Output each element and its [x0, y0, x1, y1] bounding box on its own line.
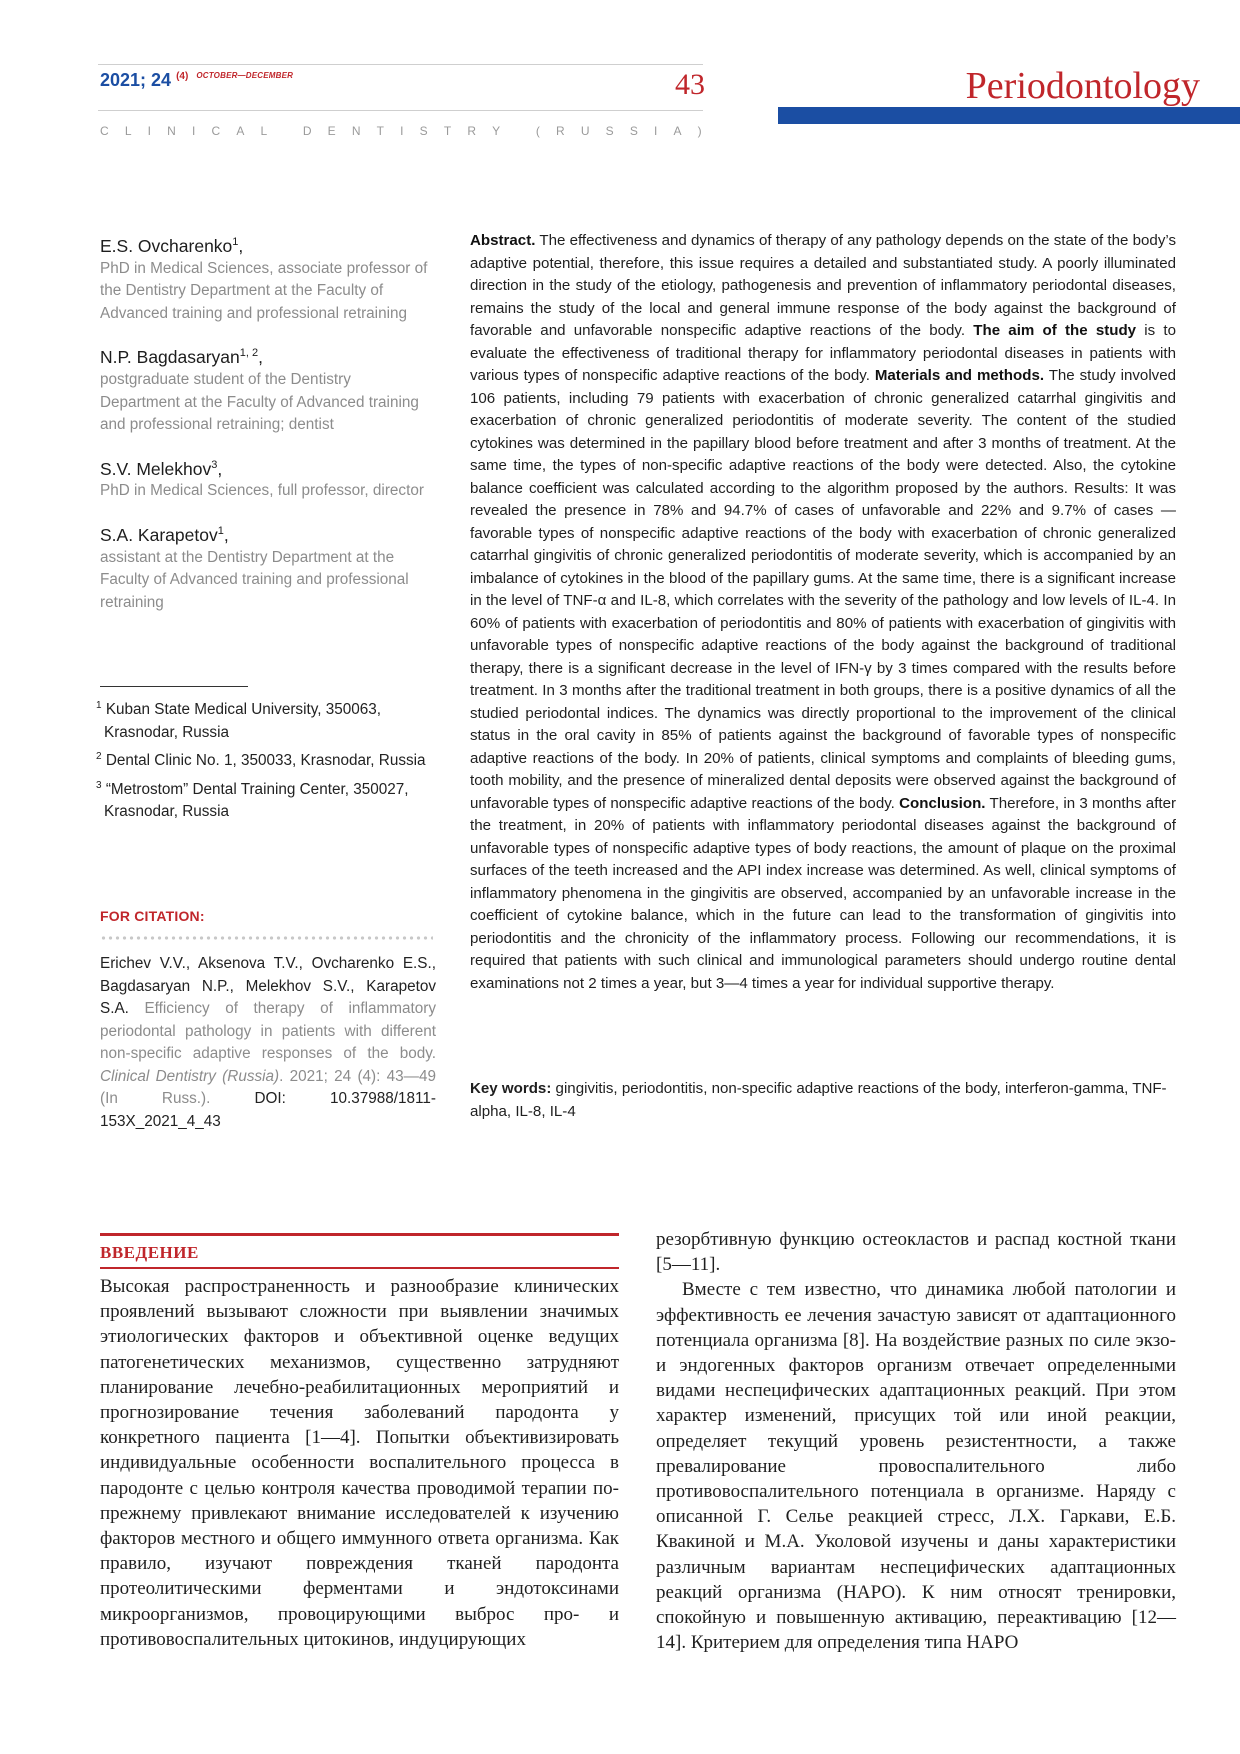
page-number: 43 [675, 68, 705, 101]
affiliations-rule [100, 686, 248, 687]
journal-letter: C [100, 124, 109, 138]
affiliation-marker: 3 [96, 779, 102, 791]
author-affiliation-marker: 3 [211, 458, 218, 471]
keywords-text: gingivitis, periodontitis, non-specific adaptive reactions of the body, interferon-gamma, TNF-alpha, IL-8, IL-4 [470, 1080, 1167, 1120]
journal-letter: I [654, 124, 658, 138]
journal-letter [283, 124, 286, 138]
citation-title-text: Efficiency of therapy of inflammatory periodontal pathology in patients with different non-specific adaptive responses of the body. [100, 1000, 436, 1062]
header-rule-top [98, 64, 703, 65]
journal-letter: U [580, 124, 590, 138]
abstract [470, 230, 1176, 995]
affiliation-item [96, 695, 436, 744]
abstract-text-1: The effectiveness and dynamics of therapy of any pathology depends on the state of the body’s adaptive potential, therefore, this issue requires a detailed and substantiated study. A poorly illuminated direction in the study of the etiology, pathogenesis and prevention of inflammatory periodontal diseases, remains the study of the local and general immune response of the body against the background of favorable and unfavorable nonspecific adaptive reactions of the body. [470, 232, 1176, 339]
body-column-right [656, 1227, 1176, 1655]
journal-letter: N [351, 124, 361, 138]
journal-letter: ( [535, 124, 540, 138]
journal-letter: T [376, 124, 385, 138]
affiliation-item [96, 775, 436, 824]
journal-letter: R [556, 124, 565, 138]
issue-months: OCTOBER—DECEMBER [196, 71, 294, 80]
author-affiliation-marker: 1 [217, 524, 224, 537]
abstract-label: Abstract. [470, 232, 536, 249]
abstract-text-3: The study involved 106 patients, including 79 patients with exacerbation of chronic generalized catarrhal gingivitis and exacerbation of chronic generalized periodontitis of moderate severity. The content of the studied cytokines was determined in the papillary blood before treatment and after 3 months of treatment. At the same time, the types of non-specific adaptive reactions of the body were detected. Also, the cytokine balance coefficient was calculated according to the algorithm proposed by the authors. Results: It was revealed the presence in 78% and 94.7% of cases of unfavorable and 22% and 9.7% of cases — favorable types of nonspecific adaptive reactions of the body with exacerbation of chronic generalized catarrhal gingivitis of chronic generalized periodontitis of moderate severity, which is accompanied by an imbalance of cytokines in the blood of the papillary gums. At the same time, there is a significant increase in the level of TNF-α and IL-8, which correlates with the severity of the pathology and low levels of IL-4. In 60% of patients with exacerbation of periodontitis and 80% of patients with exacerbation of gingivitis with unfavorable types of nonspecific adaptive reactions of the body against the background of traditional therapy, there is a significant decrease in the level of IFN-γ by 3 times compared with the results before treatment. In 3 months after the traditional treatment in both groups, there is a positive dynamics of all the studied periodontal indices. The dynamics was directly proportional to the improvement of the clinical status in the oral cavity in 85% of patients against the background of favorable types of nonspecific adaptive reactions of the body. In 20% of patients, clinical symptoms and complaints of bleeding gums, tooth mobility, and the presence of mineralized dental deposits were observed against the background of unfavorable types of nonspecific adaptive reactions of the body. [470, 367, 1177, 812]
journal-letter: A [236, 124, 245, 138]
issue-year-volume: 2021; 24 [100, 70, 172, 90]
journal-name [100, 124, 702, 138]
author-affiliation-marker: 1 [232, 236, 239, 248]
section-bar [778, 107, 1240, 124]
citation-authors: Erichev V.V., Aksenova T.V., Ovcharenko E.S., Bagdasaryan N.P., Melekhov S.V., Karapetov S.A. [100, 955, 436, 1017]
body-column-left: Высокая распространенность и разнообразие клинических проявлений вызывают сложности при выявлении значимых этиологических факторов и объективной оценке ведущих патогенетических механизмов, существенно затрудняют планирование лечебно-реабилитационных мероприятий и прогнозирование течения заболеваний пародонта у конкретного пациента [1—4]. Попытки объективизировать индивидуальные особенности воспалительного процесса в пародонте с целью контроля качества проводимой терапии по-прежнему привлекают внимание исследователей к изучению факторов местного и общего иммунного ответа организма. Как правило, изучают повреждения тканей пародонта протеолитическими ферментами и эндотоксинами микроорганизмов, провоцирующими выброс про- и противовоспалительных цитокинов, индуцирующих [100, 1276, 619, 1650]
affiliation-text: “Metrostom” Dental Training Center, 350027, Krasnodar, Russia [104, 780, 409, 821]
section-title: Periodontology [965, 65, 1200, 107]
journal-letter: N [167, 124, 176, 138]
author-name: N.P. Bagdasaryan$^{1, 2}$, [100, 347, 264, 368]
author-entry [100, 230, 430, 325]
journal-letter: S [629, 124, 638, 138]
conclusion-label: Conclusion. [899, 794, 986, 812]
citation-text [100, 953, 436, 1133]
journal-letter [516, 124, 519, 138]
citation-doi: DOI: 10.37988/1811-153X_2021_4_43 [100, 1090, 436, 1130]
journal-letter: I [147, 124, 152, 138]
author-entry [100, 519, 430, 614]
citation-title: FOR CITATION: [100, 908, 205, 924]
journal-letter: S [605, 124, 614, 138]
affiliation-item [96, 746, 436, 773]
affiliations-list [96, 695, 436, 826]
author-description: PhD in Medical Sciences, full professor, director [100, 482, 424, 500]
body-paragraph: резорбтивную функцию остеокластов и распад костной ткани [5—11]. [656, 1229, 1176, 1276]
journal-letter: Y [492, 124, 501, 138]
journal-letter: D [302, 124, 312, 138]
keywords-label: Key words: [470, 1080, 552, 1097]
journal-letter: C [211, 124, 221, 138]
citation-rest: . 2021; 24 (4): 43—49 (In Russ.). [100, 1067, 436, 1107]
author-entry [100, 453, 430, 503]
abstract-text-4: Therefore, in 3 months after the treatment, in 20% of patients with inflammatory periodontal diseases against the background of unfavorable types of nonspecific adaptive types of body reactions, the amount of plaque on the proximal surfaces of the teeth increased and the API index increase was determined. As well, clinical symptoms of inflammatory phenomena in the gingivitis are observed, accompanied by an unfavorable increase in the coefficient of cytokine balance, which in the future can lead to the transformation of gingivitis into periodontitis and the chronicity of the inflammatory process. Following our recommendations, it is required that patients with such clinical and immunological parameters should undergo routine dental examinations not 2 times a year, but 3—4 times a year for individual supportive therapy. [470, 794, 1176, 992]
citation-dotted-rule [100, 935, 433, 941]
affiliation-text: Kuban State Medical University, 350063, Krasnodar, Russia [104, 701, 382, 741]
journal-letter: S [419, 124, 428, 138]
author-description: assistant at the Dentistry Department at the Faculty of Advanced training and professional retraining [100, 548, 409, 611]
intro-rule-bottom [100, 1267, 619, 1269]
header-rule-bottom [98, 110, 703, 111]
author-name: S.A. Karapetov$^1$, [100, 524, 229, 545]
journal-letter: L [124, 124, 132, 138]
author-affiliation-marker: 1, 2 [239, 347, 259, 360]
journal-letter: I [400, 124, 404, 138]
journal-letter: E [327, 124, 336, 138]
intro-heading: ВВЕДЕНИЕ [100, 1243, 199, 1262]
methods-label: Materials and methods. [874, 367, 1045, 384]
journal-letter: R [467, 124, 477, 138]
author-name: S.V. Melekhov$^3$, [100, 458, 223, 479]
author-description: postgraduate student of the Dentistry Department at the Faculty of Advanced training and professional retraining; dentist [100, 371, 419, 434]
issue-info [100, 70, 293, 91]
affiliation-marker: 2 [96, 751, 102, 763]
keywords [470, 1078, 1176, 1123]
citation-journal: Clinical Dentistry (Russia) [100, 1067, 280, 1085]
journal-letter: L [260, 124, 268, 138]
affiliation-marker: 1 [96, 700, 102, 711]
intro-rule-top [100, 1233, 619, 1236]
journal-letter: A [673, 124, 682, 138]
journal-letter: I [192, 124, 196, 138]
body-paragraph: Вместе с тем известно, что динамика любой патологии и эффективность ее лечения зачастую зависят от адаптационного потенциала организма [8]. На воздействие разных по силе экзо- и эндогенных факторов организм отвечает определенными видами неспецифических адаптационных реакций. При этом характер изменений, присущих той или иной реакции, определяет текущий уровень резистентности, а также превалирование провоспалительного либо противовоспалительного потенциала в организме. Наряду с описанной Г. Селье реакцией стресс, Л.Х. Гаркави, Е.Б. Квакиной и М.А. Уколовой изучены и даны характеристики различным вариантам неспецифических адаптационных реакций организма (НАРО). К ним относят тренировки, спокойную и повышенную активацию, переактивацию [12—14]. Критерием для определения типа НАРО [656, 1279, 1176, 1654]
affiliation-text: Dental Clinic No. 1, 350033, Krasnodar, Russia [105, 752, 426, 770]
author-name: E.S. Ovcharenko$^1$, [100, 235, 244, 256]
journal-letter: ) [697, 124, 702, 138]
abstract-text-2: is to evaluate the effectiveness of traditional therapy for inflammatory periodontal diseases in patients with various types of nonspecific adaptive reactions of the body. [470, 322, 1176, 384]
author-entry [100, 341, 430, 436]
journal-letter: T [443, 124, 452, 138]
aim-label: The aim of the study [973, 322, 1137, 339]
author-description: PhD in Medical Sciences, associate professor of the Dentistry Department at the Faculty of Advanced training and professional retraining [100, 259, 428, 322]
issue-number: (4) [176, 71, 189, 82]
authors-list [100, 230, 430, 630]
